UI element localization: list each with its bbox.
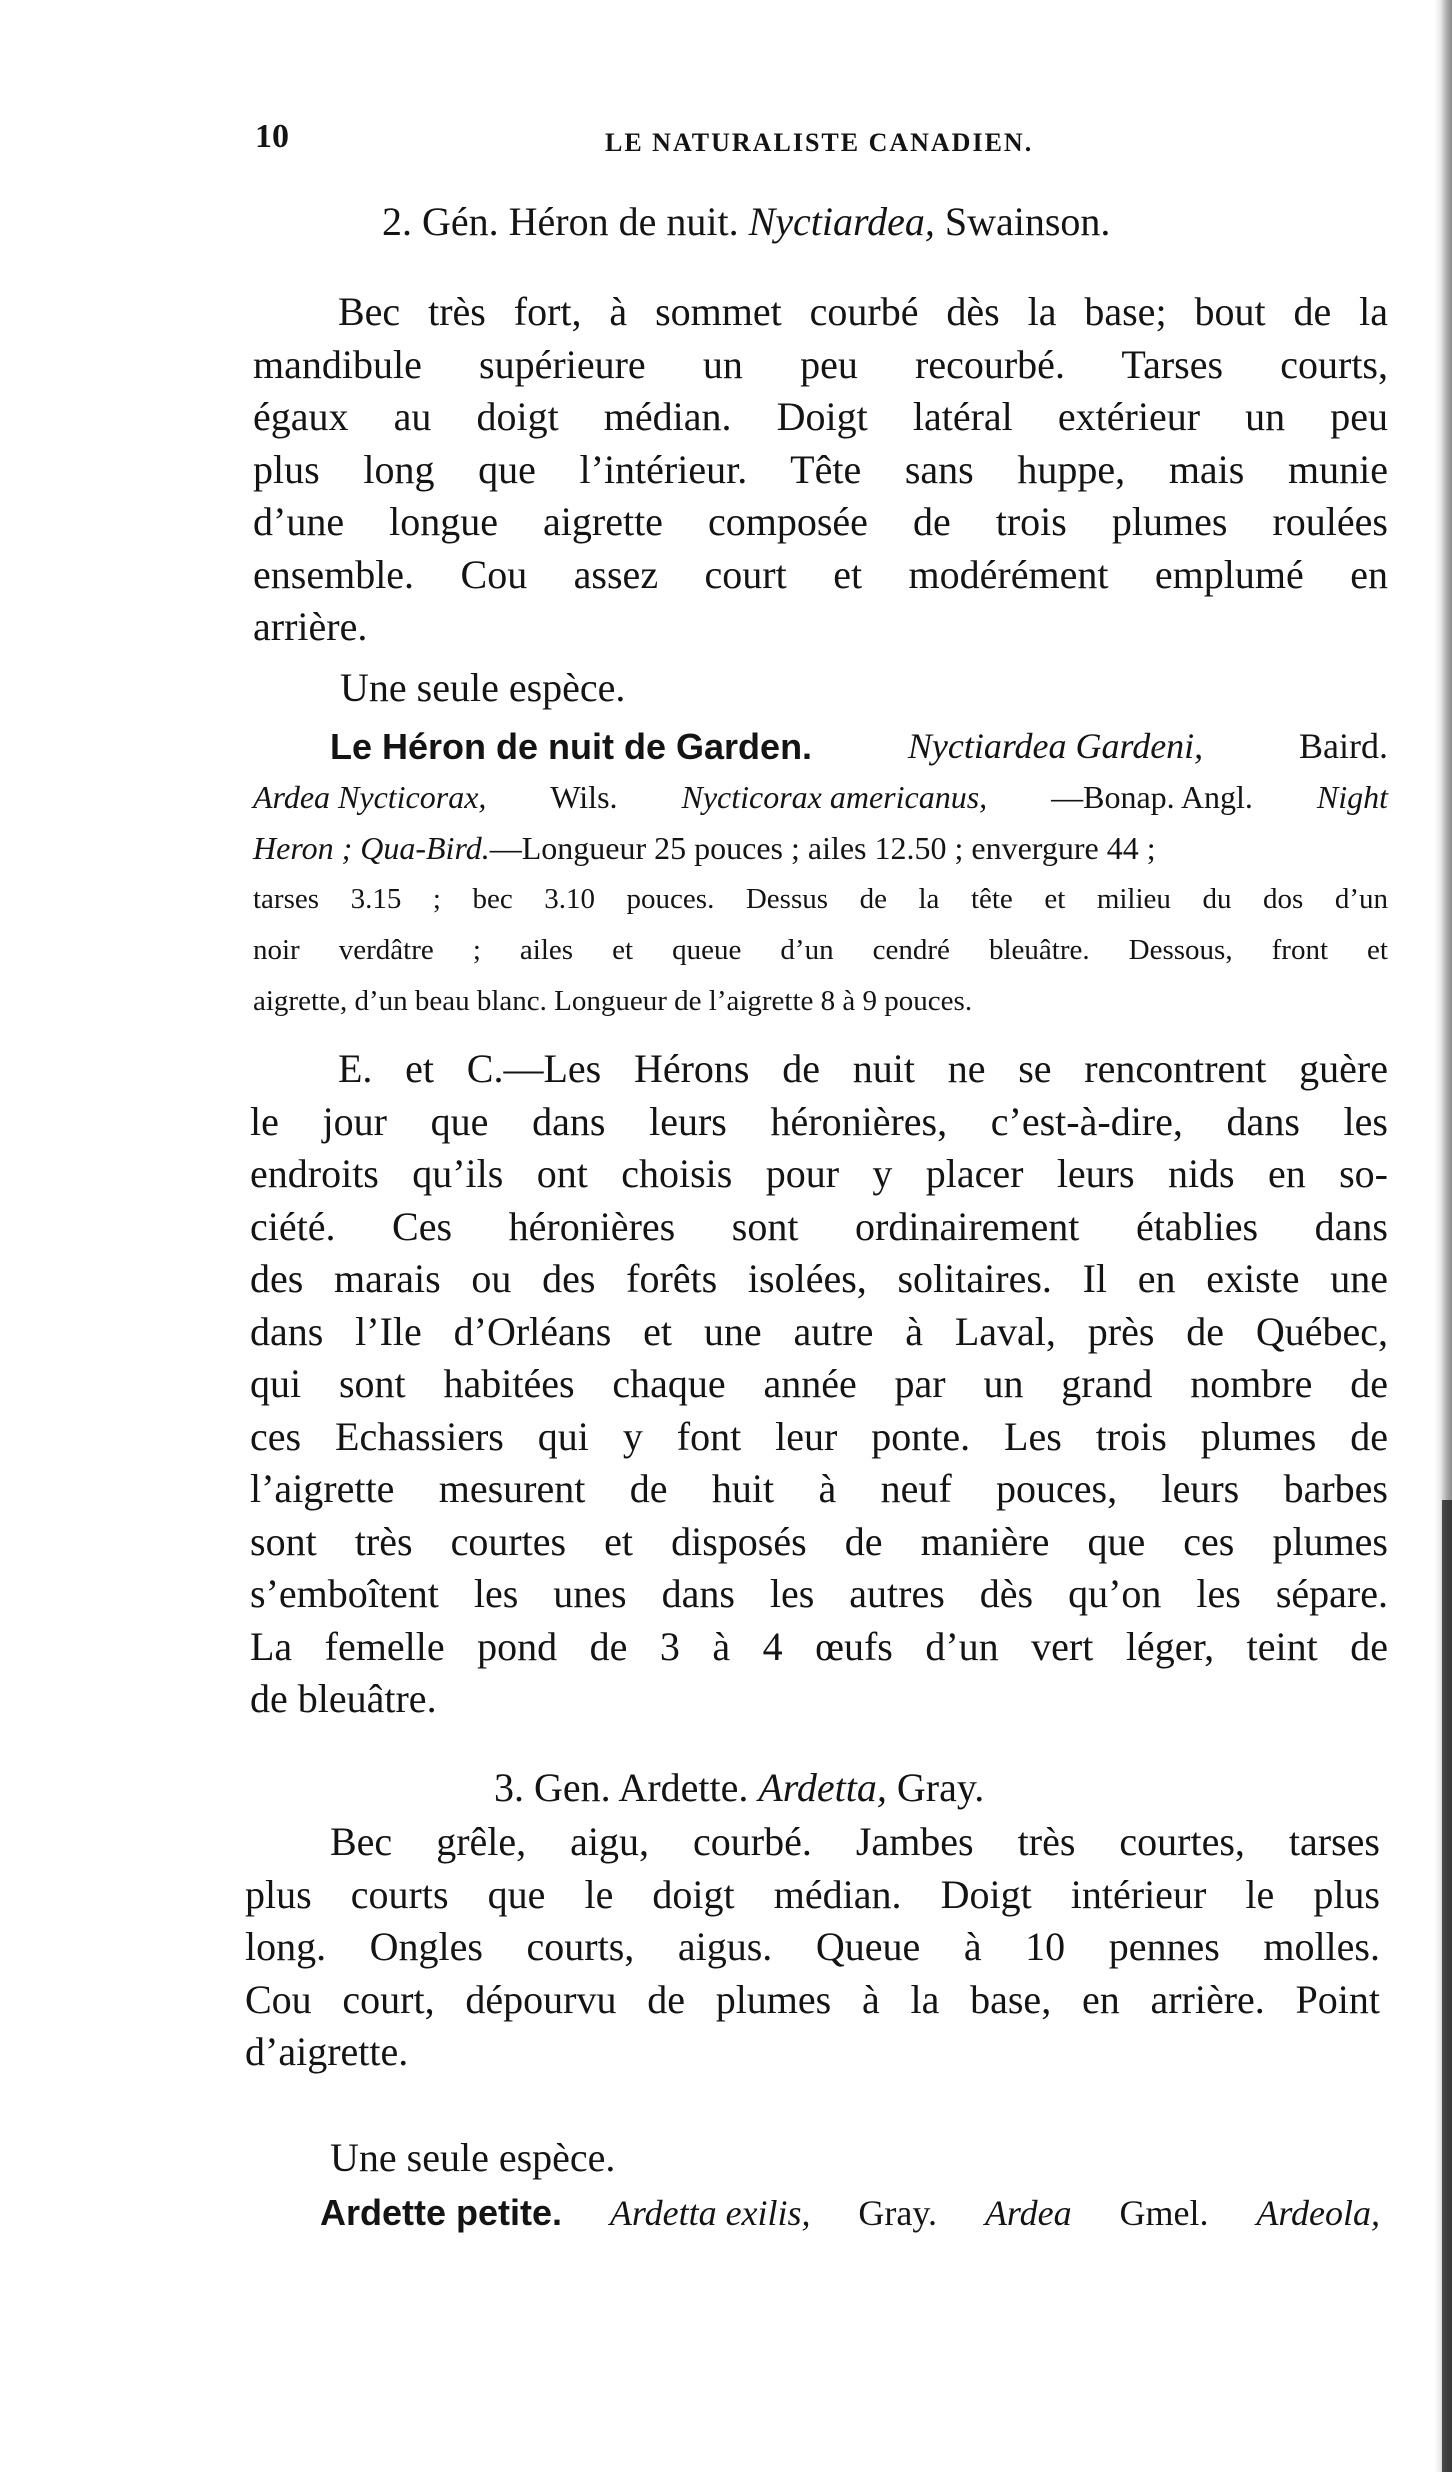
- genus-description: [253, 286, 1388, 654]
- text-line: de bleuâtre.: [250, 1676, 437, 1721]
- synonym-name: Ardea Nycticorax,: [253, 779, 487, 815]
- text-line: ensemble. Cou assez court et modérément emplumé en: [253, 551, 1388, 597]
- text-line: plus courts que le doigt médian. Doigt intérieur le plus: [245, 1871, 1380, 1917]
- measurements: —Longueur 25 pouces ; ailes 12.50 ; envergure 44 ;: [489, 830, 1156, 866]
- text-line: Bec très fort, à sommet courbé dès la base; bout de la: [338, 289, 1388, 334]
- synonym-author: Gmel.: [1119, 2193, 1209, 2233]
- species-entry-least-bittern: [320, 2192, 1380, 2234]
- heading-prefix: 2. Gén. Héron de nuit.: [382, 199, 739, 244]
- one-species-note: Une seule espèce.: [330, 2135, 616, 2180]
- text-line: dans l’Ile d’Orléans et une autre à Laval, près de Québec,: [250, 1308, 1388, 1354]
- text-line: égaux au doigt médian. Doigt latéral extérieur un peu: [253, 394, 1388, 439]
- measurements: tarses 3.15 ; bec 3.10 pouces. Dessus de la tête et milieu du dos d’un: [253, 883, 1388, 915]
- synonym-name: Ardeola,: [1256, 2193, 1380, 2233]
- synonym-author: Wils.: [550, 779, 618, 815]
- synonym-author: —Bonap. Angl.: [1051, 779, 1253, 815]
- text-line: d’aigrette.: [245, 2029, 409, 2074]
- text-line: d’une longue aigrette composée de trois plumes roulées: [253, 499, 1388, 544]
- heading-scientific-name: Nyctiardea,: [748, 199, 935, 244]
- running-title: LE NATURALISTE CANADIEN.: [605, 128, 1034, 157]
- species-line: [253, 772, 1388, 823]
- genus-heading-ardetta: [494, 1764, 984, 1811]
- one-species-note: Une seule espèce.: [340, 665, 626, 710]
- text-line: qui sont habitées chaque année par un grand nombre de: [250, 1361, 1388, 1406]
- text-line: ces Echassiers qui y font leur ponte. Les trois plumes de: [250, 1413, 1388, 1459]
- text-line: La femelle pond de 3 à 4 œufs d’un vert léger, teint de: [250, 1623, 1388, 1669]
- synonym-name: Nycticorax americanus,: [681, 779, 988, 815]
- text-line: arrière.: [253, 604, 368, 649]
- text-line: mandibule supérieure un peu recourbé. Tarses courts,: [253, 341, 1388, 387]
- genus-description: [245, 1816, 1380, 2079]
- english-name: Heron ; Qua-Bird.: [253, 830, 490, 866]
- ecology-notes: [250, 1043, 1388, 1726]
- text-line: plus long que l’intérieur. Tête sans huppe, mais munie: [253, 446, 1388, 492]
- species-line: [253, 823, 1388, 874]
- text-line: E. et C.—Les Hérons de nuit ne se rencontrent guère: [338, 1046, 1388, 1091]
- text-line: le jour que dans leurs héronières, c’est-à-dire, dans les: [250, 1098, 1388, 1144]
- text-line: Bec grêle, aigu, courbé. Jambes très courtes, tarses: [330, 1819, 1380, 1864]
- heading-scientific-name: Ardetta,: [758, 1765, 887, 1810]
- english-name: Night: [1316, 779, 1388, 815]
- species-scientific-name: Nyctiardea Gardeni,: [907, 726, 1204, 766]
- description-colors: noir verdâtre ; ailes et queue d’un cendré bleuâtre. Dessous, front et: [253, 934, 1388, 966]
- text-line: Cou court, dépourvu de plumes à la base, en arrière. Point: [245, 1976, 1380, 2022]
- species-author: Gray.: [858, 2193, 938, 2233]
- text-line: des marais ou des forêts isolées, solitaires. Il en existe une: [250, 1256, 1388, 1301]
- description-colors: aigrette, d’un beau blanc. Longueur de l’aigrette 8 à 9 pouces.: [253, 985, 973, 1017]
- text-line: sont très courtes et disposés de manière que ces plumes: [250, 1518, 1388, 1564]
- species-scientific-name: Ardetta exilis,: [609, 2193, 811, 2233]
- species-line: [253, 721, 1388, 772]
- text-line: l’aigrette mesurent de huit à neuf pouces, leurs barbes: [250, 1466, 1388, 1511]
- page-edge-dark: [1442, 1500, 1452, 2472]
- heading-author: Swainson.: [944, 199, 1111, 244]
- text-line: s’emboîtent les unes dans les autres dès qu’on les sépare.: [250, 1571, 1388, 1616]
- text-line: endroits qu’ils ont choisis pour y placer leurs nids en so-: [250, 1151, 1388, 1196]
- synonym-name: Ardea: [984, 2193, 1072, 2233]
- text-line: ciété. Ces héronières sont ordinairement établies dans: [250, 1203, 1388, 1249]
- species-author: Baird.: [1299, 726, 1388, 766]
- text-line: long. Ongles courts, aigus. Queue à 10 pennes molles.: [245, 1924, 1380, 1969]
- species-common-name: Ardette petite.: [320, 2192, 563, 2233]
- species-entry-night-heron: [253, 721, 1388, 1027]
- page-number: 10: [255, 118, 289, 155]
- heading-prefix: 3. Gen. Ardette.: [494, 1765, 749, 1810]
- species-common-name: Le Héron de nuit de Garden.: [330, 726, 813, 767]
- heading-author: Gray.: [896, 1765, 985, 1810]
- genus-heading-nyctiardea: [382, 198, 1110, 245]
